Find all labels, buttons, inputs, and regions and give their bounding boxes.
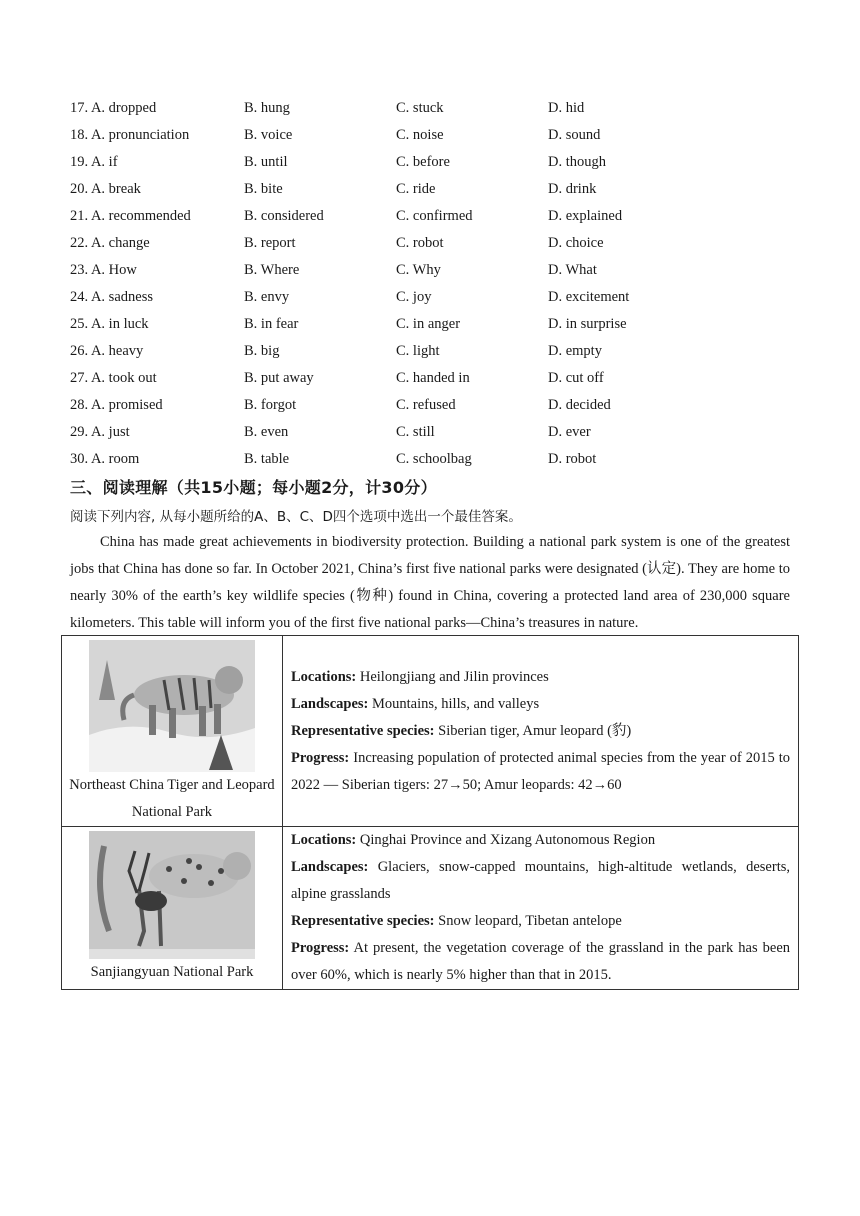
question-number: 22. (70, 235, 89, 251)
option-d: D. cut off (548, 370, 604, 386)
option-b: B. big (244, 343, 280, 359)
section-instructions: 阅读下列内容, 从每小题所给的A、B、C、D四个选项中选出一个最佳答案。 (70, 509, 522, 525)
question-row-18 (70, 124, 790, 151)
option-b: B. table (244, 451, 290, 467)
option-d: D. What (548, 262, 597, 278)
option-b: B. hung (244, 100, 290, 116)
question-row-20 (70, 178, 790, 205)
progress-label: Progress: (291, 940, 350, 956)
option-a (70, 448, 139, 470)
tiger-image (89, 640, 255, 772)
question-number: 25. (70, 316, 89, 332)
park-locations (291, 664, 790, 691)
option-b: B. voice (244, 127, 293, 143)
progress-label: Progress: (291, 750, 350, 766)
option-b: B. report (244, 235, 296, 251)
option-a-text: A. change (90, 235, 150, 251)
snow-leopard-antelope-image (89, 831, 255, 959)
species-label: Representative species: (291, 913, 435, 929)
question-row-26 (70, 340, 790, 367)
question-number: 17. (70, 100, 89, 116)
option-a-text: A. promised (90, 397, 163, 413)
question-row-24 (70, 286, 790, 313)
progress-value: At present, the vegetation coverage of the grassland in the park has been over 60%, which is nearly 5% higher than that in 2015. (291, 940, 790, 983)
option-d: D. though (548, 154, 606, 170)
landscapes-value: Glaciers, snow-capped mountains, high-altitude wetlands, deserts, alpine grasslands (291, 859, 790, 902)
option-a (70, 124, 189, 146)
option-d: D. explained (548, 208, 623, 224)
question-number: 18. (70, 127, 89, 143)
option-d: D. robot (548, 451, 597, 467)
option-a-text: A. break (90, 181, 141, 197)
option-a (70, 313, 149, 335)
option-b: B. until (244, 154, 288, 170)
park-image-cell (62, 636, 283, 827)
question-row-17 (70, 97, 790, 124)
option-d: D. choice (548, 235, 604, 251)
option-a (70, 178, 141, 200)
species-label: Representative species: (291, 723, 435, 739)
landscapes-label: Landscapes: (291, 696, 369, 712)
question-row-22 (70, 232, 790, 259)
option-c: C. still (396, 424, 435, 440)
option-b: B. in fear (244, 316, 299, 332)
tiger-illustration (89, 640, 255, 772)
option-d: D. sound (548, 127, 601, 143)
reading-passage: China has made great achievements in biodiversity protection. Building a national park system is one of the greatest jobs that China has done so far. In October 2021, China’s first five national parks were designated (认定). They are home to nearly 30% of the earth’s key wildlife species (物种) found in China, covering a protected land area of 230,000 square kilometers. This table will inform you of the first five national parks—China’s treasures in nature. (70, 534, 790, 631)
option-a (70, 232, 150, 254)
option-d: D. decided (548, 397, 611, 413)
option-c: C. refused (396, 397, 456, 413)
locations-label: Locations: (291, 832, 357, 848)
option-b: B. put away (244, 370, 314, 386)
option-a (70, 340, 143, 362)
option-a-text: A. if (90, 154, 118, 170)
cloze-options-list (70, 97, 790, 475)
park-progress (291, 935, 790, 989)
option-a-text: A. dropped (90, 100, 157, 116)
option-a-text: A. sadness (90, 289, 153, 305)
park-name: Sanjiangyuan National Park (90, 964, 254, 980)
question-row-21 (70, 205, 790, 232)
park-landscapes (291, 854, 790, 908)
option-a-text: A. just (90, 424, 130, 440)
option-c: C. light (396, 343, 440, 359)
park-row-sanjiangyuan (62, 827, 799, 990)
park-name: Northeast China Tiger and Leopard National Park (69, 777, 275, 820)
landscapes-label: Landscapes: (291, 859, 369, 875)
question-row-28 (70, 394, 790, 421)
park-locations (291, 827, 790, 854)
option-c: C. stuck (396, 100, 444, 116)
option-a-text: A. heavy (90, 343, 144, 359)
locations-label: Locations: (291, 669, 357, 685)
question-number: 23. (70, 262, 89, 278)
option-a (70, 205, 191, 227)
park-info-cell (283, 636, 799, 827)
snow-leopard-illustration (89, 831, 255, 959)
question-row-27 (70, 367, 790, 394)
option-a-text: A. pronunciation (90, 127, 190, 143)
park-species (291, 908, 790, 935)
question-number: 20. (70, 181, 89, 197)
option-c: C. robot (396, 235, 444, 251)
option-a (70, 97, 156, 119)
option-b: B. envy (244, 289, 290, 305)
option-d: D. empty (548, 343, 602, 359)
option-c: C. joy (396, 289, 432, 305)
question-row-23 (70, 259, 790, 286)
question-number: 21. (70, 208, 89, 224)
option-d: D. in surprise (548, 316, 627, 332)
national-parks-table (61, 635, 799, 990)
landscapes-value: Mountains, hills, and valleys (368, 696, 540, 712)
option-d: D. ever (548, 424, 591, 440)
question-number: 30. (70, 451, 89, 467)
option-a (70, 259, 137, 281)
option-b: B. even (244, 424, 289, 440)
question-number: 29. (70, 424, 89, 440)
option-a-text: A. in luck (90, 316, 149, 332)
locations-value: Heilongjiang and Jilin provinces (356, 669, 549, 685)
option-b: B. bite (244, 181, 283, 197)
locations-value: Qinghai Province and Xizang Autonomous Region (356, 832, 656, 848)
option-a (70, 367, 157, 389)
species-value: Siberian tiger, Amur leopard (豹) (434, 723, 632, 739)
question-number: 19. (70, 154, 89, 170)
option-b: B. Where (244, 262, 300, 278)
option-d: D. excitement (548, 289, 630, 305)
option-d: D. hid (548, 100, 585, 116)
option-d: D. drink (548, 181, 597, 197)
option-c: C. confirmed (396, 208, 473, 224)
option-a-text: A. took out (90, 370, 157, 386)
question-row-25 (70, 313, 790, 340)
question-row-30 (70, 448, 790, 475)
option-a (70, 421, 130, 443)
option-a (70, 286, 153, 308)
option-c: C. ride (396, 181, 436, 197)
option-c: C. before (396, 154, 450, 170)
option-c: C. noise (396, 127, 444, 143)
option-b: B. considered (244, 208, 324, 224)
section-title: 三、阅读理解（共15小题；每小题2分，计30分） (70, 478, 437, 497)
park-row-tiger-leopard (62, 636, 799, 827)
question-row-29 (70, 421, 790, 448)
option-c: C. schoolbag (396, 451, 472, 467)
question-number: 26. (70, 343, 89, 359)
park-progress (291, 745, 790, 799)
question-number: 24. (70, 289, 89, 305)
park-info-cell (283, 827, 799, 990)
option-a-text: A. How (90, 262, 137, 278)
option-b: B. forgot (244, 397, 297, 413)
progress-value: Increasing population of protected animal species from the year of 2015 to 2022 — Siberian tigers: 27→50; Amur leopards: 42→60 (291, 750, 790, 793)
option-c: C. Why (396, 262, 441, 278)
option-c: C. handed in (396, 370, 470, 386)
question-row-19 (70, 151, 790, 178)
option-a-text: A. recommended (90, 208, 191, 224)
option-a-text: A. room (90, 451, 140, 467)
option-a (70, 394, 163, 416)
park-species (291, 718, 790, 745)
species-value: Snow leopard, Tibetan antelope (434, 913, 622, 929)
park-landscapes (291, 691, 790, 718)
park-image-cell (62, 827, 283, 990)
question-number: 27. (70, 370, 89, 386)
option-a (70, 151, 118, 173)
question-number: 28. (70, 397, 89, 413)
option-c: C. in anger (396, 316, 461, 332)
